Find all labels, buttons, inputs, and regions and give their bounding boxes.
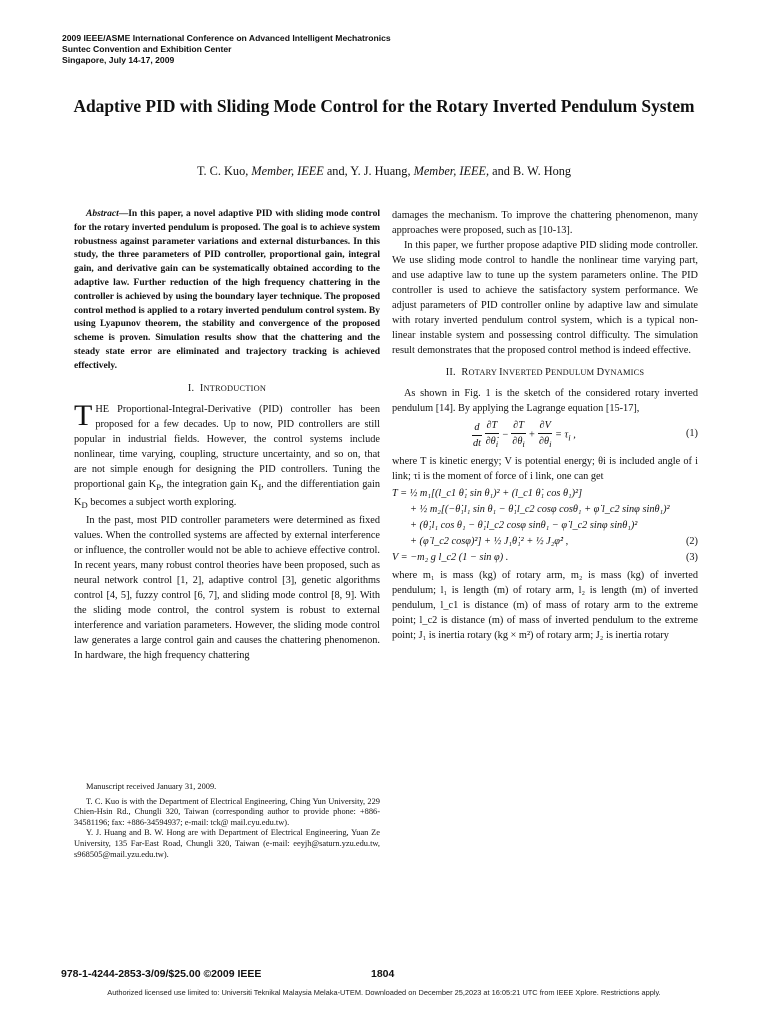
- conference-name: 2009 IEEE/ASME International Conference on Advanced Intelligent Mechatronics: [62, 33, 391, 43]
- intro-paragraph-1: THE Proportional-Integral-Derivative (PID) controller has been proposed for a few decades. Up to now, PID controllers are still popular in industrial fields. However, the control systems include nonlinear, time varying, coupling, structure uncertainty, and so on, that are not simple enough for designing the PID controllers. Tuning the proportional gain $K_P$, the integration gain $K_I$, and the differentiation gain $K_D$ becomes a subject worth exploring.: [74, 398, 380, 510]
- abstract-text: —In this paper, a novel adaptive PID with sliding mode control for the rotary inverted pendulum is proposed. The goal is to achieve system robustness against parameter variations and external disturbances. In this study, the three parameters of PID controller, proportional gain, integral gain, and derivative gain can be systematically obtained according to the adaptive law. Further reduction of the high frequency chattering in the controller is achieved by using the boundary layer technique. The proposed control method is applied to a rotary inverted pendulum control system. By using Lyapunov theorem, the stability and convergence of the proposed scheme is proven. Simulation results show that the chattering and the steady state error are eliminated and trajectory tracking is achieved effectively.: [74, 209, 380, 371]
- equation-3: V = −m₂ g l_c2 (1 − sin φ) . (3): [392, 550, 698, 566]
- footnote: [74, 782, 380, 860]
- right-paragraph-2: In this paper, we further propose adaptive PID sliding mode controller. We use sliding mode control to handle the nonlinear time varying part, and use adaptive law to tune up the system parameters online. The PID controller is used to achieve the satisfactory system performance. We adjust parameters of PID controller online by adaptive law and simulate with rotary inverted pendulum control system, which is a typical non-linear instable system and possessing control difficulty. The simulation result demonstrates that the proposed control method is indeed effective.: [392, 240, 698, 356]
- equation-2-number: (2): [685, 536, 698, 547]
- license-notice: Authorized licensed use limited to: Universiti Teknikal Malaysia Melaka-UTEM. Downloaded on December 25,2023 at 16:05:21 UTC from IEEE Xplore. Restrictions apply.: [107, 988, 661, 997]
- author-huang: and, Y. J. Huang,: [323, 164, 414, 178]
- conference-date: Singapore, July 14-17, 2009: [62, 55, 175, 65]
- conference-header: [62, 33, 391, 66]
- right-paragraph-3: As shown in Fig. 1 is the sketch of the considered rotary inverted pendulum [14]. By applying the Lagrange equation [15-17],: [392, 388, 698, 414]
- left-column: [74, 208, 380, 663]
- equation-1-number: (1): [685, 428, 698, 439]
- equation-2-line-2: + ½ m₂[(−θ̇₁l₁ sin θ₁ − θ̇₁l_c2 cosφ cosθ₁ + φ̇ l_c2 sinφ sinθ₁)²: [410, 504, 670, 515]
- page-number: 1804: [371, 968, 395, 980]
- footnote-kuo: T. C. Kuo is with the Department of Electrical Engineering, Ching Yun University, 229 Chien-Hsin Rd., Chungli 320, Taiwan (corresponding author to provide phone: +886-34581196; fax: +886-34594937; e-mail: tck@ mail.cyu.edu.tw).: [74, 796, 380, 827]
- paper-title: Adaptive PID with Sliding Mode Control for the Rotary Inverted Pendulum System: [73, 96, 695, 116]
- intro-paragraph-2: In the past, most PID controller parameters were determined as fixed values. When the controlled systems are affected by external interference or influence, the controller would not be able to achieve effective control. In recent years, many robust control theories have been proposed, such as neural network control [1, 2], adaptive control [3], genetic algorithms control [4, 5], fuzzy control [6, 7], and sliding mode control [8, 9]. With the sliding mode control, the control system is robust to external interference and variation parameters. However, the sliding mode control law generates a large control gain and causes the chattering phenomenon. In hardware, the high frequency chattering: [74, 514, 380, 661]
- equation-2: [392, 486, 698, 566]
- footnote-huang-hong: Y. J. Huang and B. W. Hong are with Department of Electrical Engineering, Yuan Ze University, 135 Far-East Road, Chungli 320, Taiwan (e-mail: eeyjh@saturn.yzu.edu.tw, s968505@mail.yzu.edu.tw).: [74, 828, 380, 859]
- right-paragraph-1: damages the mechanism. To improve the chattering phenomenon, many approaches were proposed, such as [10-13].: [392, 210, 698, 236]
- equation-2-line-1: T = ½ m₁[(l_c1 θ̇₁ sin θ₁)² + (l_c1 θ̇₁ cos θ₁)²]: [392, 488, 583, 499]
- equation-3-number: (3): [685, 552, 698, 563]
- abstract: [74, 208, 380, 374]
- footnote-received: Manuscript received January 31, 2009.: [86, 782, 217, 791]
- right-column: [392, 208, 698, 643]
- right-paragraph-4: where T is kinetic energy; V is potential energy; θi is included angle of i link; τi is the moment of force of i link, one can get: [392, 456, 698, 482]
- equation-1: $\frac{d}{dt}$ $\frac{\partial T}{\partial\thetȧ_i}$ − $\frac{\partial T}{\partial\theta_i}$ + $\frac{\partial V}{\partial\theta_i}$ = $\tau_i$ , (1): [473, 420, 698, 450]
- right-paragraph-5: where m₁ is mass (kg) of rotary arm, m₂ is mass (kg) of inverted pendulum; l₁ is length (m) of rotary arm, l₂ is length (m) of inverted pendulum, l_c1 is distance (m) of mass of rotary arm to the extreme point; l_c2 is distance (m) of mass of inverted pendulum to the extreme point; J₁ is inertia rotary (kg × m²) of rotary arm; J₂ is inertia rotary: [392, 570, 698, 641]
- equation-2-line-3: + (θ̇₁l₁ cos θ₁ − θ̇₁l_c2 cosφ sinθ₁ − φ̇ l_c2 sinφ sinθ₁)²: [410, 520, 638, 531]
- abstract-label: Abstract: [86, 209, 119, 219]
- section-heading-introduction: I. INTRODUCTION: [187, 382, 267, 394]
- author-hong: and B. W. Hong: [489, 164, 572, 178]
- equation-2-line-4: + (φ̇ l_c2 cosφ)²] + ½ J₁θ̇₁² + ½ J₂φ̇² , (2): [392, 534, 698, 550]
- section-heading-dynamics: II. ROTARY INVERTED PENDULUM DYNAMICS: [445, 367, 645, 378]
- drop-cap: T: [74, 398, 93, 432]
- author-kuo-role: Member, IEEE: [251, 164, 324, 178]
- author-huang-role: Member, IEEE,: [413, 164, 490, 178]
- conference-venue: Suntec Convention and Exhibition Center: [62, 44, 232, 54]
- author-list: [60, 163, 708, 179]
- isbn-copyright: 978-1-4244-2853-3/09/$25.00 ©2009 IEEE: [61, 968, 262, 980]
- author-kuo: T. C. Kuo,: [196, 164, 252, 178]
